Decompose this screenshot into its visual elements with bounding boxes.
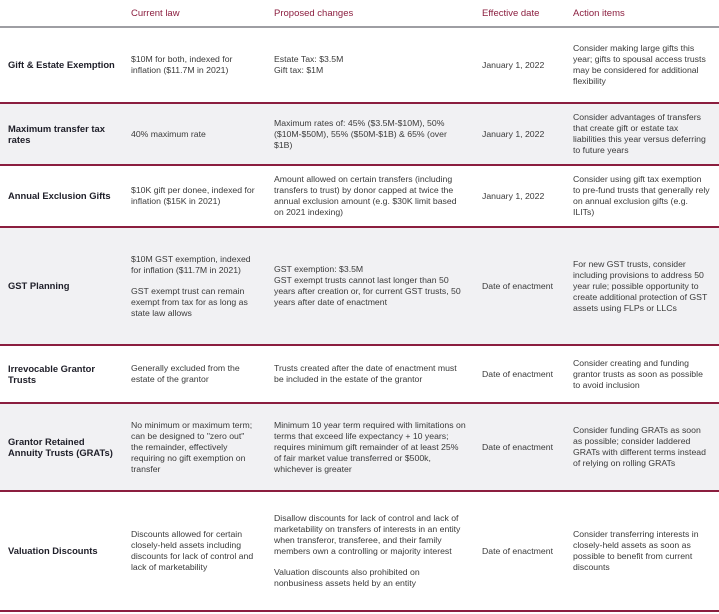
proposed-paragraph: GST exemption: $3.5M GST exempt trusts cannot last longer than 50 years after creation or, for current GST trusts, 50 years after date of enactment [274,264,461,307]
action-items-cell: For new GST trusts, consider including provisions to address 50 year rule; possible opportunity to create additional protection of GST assets using FLPs or LLCs [565,227,719,345]
current-law-cell [123,227,266,345]
table-row [0,403,719,491]
effective-date-cell: January 1, 2022 [474,165,565,227]
action-items-cell: Consider making large gifts this year; gifts to spousal access trusts may be considered for additional flexibility [565,27,719,103]
current-paragraph: Discounts allowed for certain closely-held assets including discounts for lack of control and lack of marketability [131,529,254,572]
proposed-paragraph: Trusts created after the date of enactment must be included in the estate of the grantor [274,363,457,384]
proposed-paragraph: Minimum 10 year term required with limitations on terms that exceed life expectancy + 10 years; requires minimum gift remainder of at least 25% of fair market value transferred or $500k, whichever is greater [274,419,466,474]
header-topic [0,0,123,27]
table-row [0,227,719,345]
table-row [0,103,719,165]
proposed-changes-cell [266,403,474,491]
current-law-cell [123,403,266,491]
header-current-law: Current law [123,0,266,27]
action-items-cell: Consider transferring interests in closely-held assets as soon as possible to benefit from current discounts [565,491,719,611]
effective-date-cell: Date of enactment [474,345,565,403]
current-law-cell [123,103,266,165]
proposed-changes-cell [266,345,474,403]
proposed-changes-cell [266,491,474,611]
row-label: Valuation Discounts [0,491,123,611]
current-paragraph: No minimum or maximum term; can be designed to "zero out" the remainder, effectively requiring no gift exemption on transfer [131,419,253,474]
action-items-cell: Consider funding GRATs as soon as possible; consider laddered GRATs with different terms instead of relying on rolling GRATs [565,403,719,491]
proposed-paragraph: Amount allowed on certain transfers (including transfers to trust) by donor capped at twice the annual exclusion amount (e.g. $30K limit based on 2021 indexing) [274,174,457,217]
table-row [0,491,719,611]
effective-date-cell: Date of enactment [474,491,565,611]
header-row [0,0,719,27]
proposed-paragraph: Disallow discounts for lack of control and lack of marketability on transfers of interests in an entity when transferor, transferee, and their family members own a controlling or majority interest [274,513,461,556]
current-law-cell [123,27,266,103]
row-label: Gift & Estate Exemption [0,27,123,103]
action-items-cell: Consider creating and funding grantor trusts as soon as possible to avoid inclusion [565,345,719,403]
action-items-cell: Consider using gift tax exemption to pre-fund trusts that generally rely on annual exclusion gifts (e.g. ILITs) [565,165,719,227]
proposed-paragraph: Estate Tax: $3.5M Gift tax: $1M [274,54,344,75]
current-paragraph: GST exempt trust can remain exempt from tax for as long as state law allows [131,285,248,318]
proposed-changes-cell [266,27,474,103]
proposed-paragraph: Maximum rates of: 45% ($3.5M-$10M), 50% ($10M-$50M), 55% ($50M-$1B) & 65% (over $1B) [274,117,447,150]
row-label: GST Planning [0,227,123,345]
current-paragraph: 40% maximum rate [131,128,206,139]
table-row [0,165,719,227]
current-law-cell [123,345,266,403]
proposed-changes-cell [266,103,474,165]
table-row [0,345,719,403]
header-proposed-changes: Proposed changes [266,0,474,27]
effective-date-cell: Date of enactment [474,227,565,345]
current-law-cell [123,165,266,227]
row-label: Annual Exclusion Gifts [0,165,123,227]
header-effective-date: Effective date [474,0,565,27]
current-law-cell [123,491,266,611]
proposed-paragraph: Valuation discounts also prohibited on nonbusiness assets held by an entity [274,567,420,588]
proposed-changes-cell [266,227,474,345]
current-paragraph: Generally excluded from the estate of the grantor [131,363,240,384]
action-items-cell: Consider advantages of transfers that create gift or estate tax liabilities this year versus deferring to future years [565,103,719,165]
header-action-items: Action items [565,0,719,27]
row-label: Maximum transfer tax rates [0,103,123,165]
proposed-changes-cell [266,165,474,227]
current-paragraph: $10M for both, indexed for inflation ($11.7M in 2021) [131,54,233,75]
current-paragraph: $10M GST exemption, indexed for inflation ($11.7M in 2021) [131,253,251,275]
row-label: Grantor Retained Annuity Trusts (GRATs) [0,403,123,491]
effective-date-cell: Date of enactment [474,403,565,491]
table-body [0,27,719,611]
current-paragraph: $10K gift per donee, indexed for inflation ($15K in 2021) [131,185,255,206]
effective-date-cell: January 1, 2022 [474,103,565,165]
table-row [0,27,719,103]
row-label: Irrevocable Grantor Trusts [0,345,123,403]
effective-date-cell: January 1, 2022 [474,27,565,103]
